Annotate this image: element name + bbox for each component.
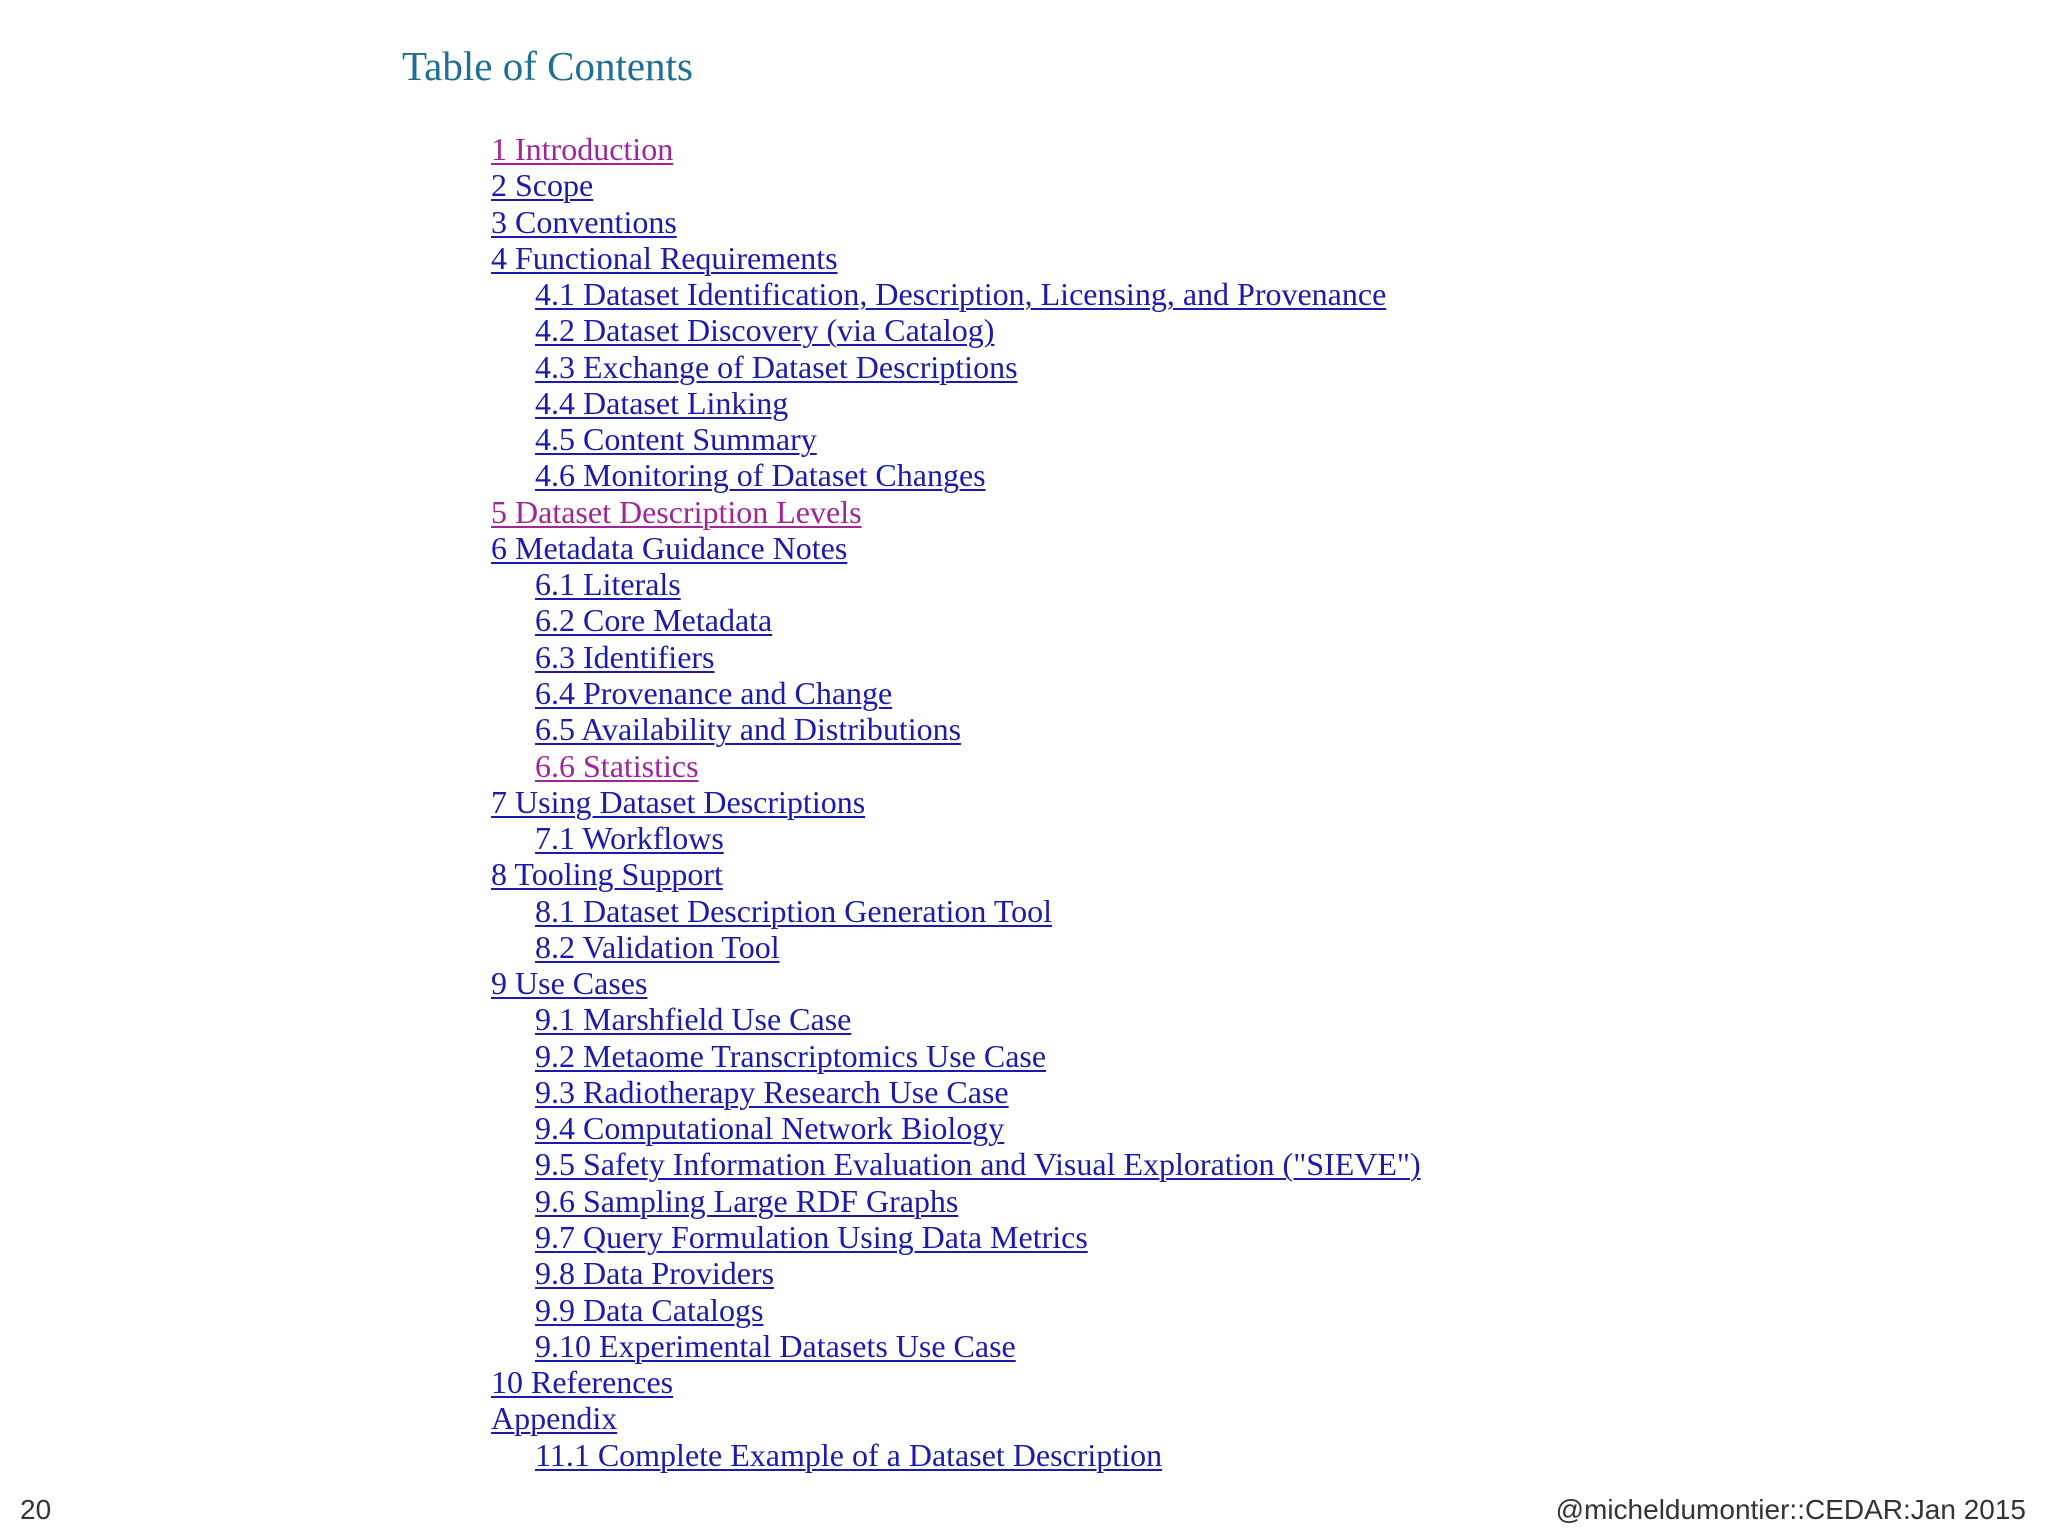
toc-title: Table of Contents [402,43,693,89]
toc-item [491,167,1421,203]
toc-link[interactable]: 7.1 Workflows [535,820,724,857]
toc-item [491,421,1421,457]
toc-item [491,1074,1421,1110]
toc-item [491,965,1421,1001]
toc-link[interactable]: 9.9 Data Catalogs [535,1291,764,1328]
toc-item [491,240,1421,276]
toc-item [491,1400,1421,1436]
toc-link[interactable]: 2 Scope [491,167,594,204]
toc-link[interactable]: 4.6 Monitoring of Dataset Changes [535,457,986,494]
toc-item [491,784,1421,820]
toc-item [491,530,1421,566]
slide-number: 20 [20,1494,52,1525]
toc-item [491,312,1421,348]
toc-item [491,1038,1421,1074]
toc-link[interactable]: 7 Using Dataset Descriptions [491,783,866,820]
toc-item [491,820,1421,856]
toc-link[interactable]: 6.6 Statistics [535,747,699,784]
toc-item [491,566,1421,602]
toc-item [491,1219,1421,1255]
toc-link[interactable]: 8.2 Validation Tool [535,928,780,965]
toc-link[interactable]: 4.3 Exchange of Dataset Descriptions [535,348,1018,385]
toc-item [491,1255,1421,1291]
toc-item [491,1292,1421,1328]
toc-link[interactable]: 6.3 Identifiers [535,638,715,675]
toc-item [491,602,1421,638]
toc-link[interactable]: Appendix [491,1400,618,1437]
toc-item [491,1364,1421,1400]
toc-link[interactable]: 4 Functional Requirements [491,239,838,276]
toc-item [491,494,1421,530]
toc-list [491,131,1421,1473]
toc-link[interactable]: 9.7 Query Formulation Using Data Metrics [535,1218,1088,1255]
toc-link[interactable]: 6.2 Core Metadata [535,602,773,639]
toc-link[interactable]: 4.1 Dataset Identification, Description, Licensing, and Provenance [535,276,1387,313]
toc-link[interactable]: 6.1 Literals [535,566,681,603]
toc-item [491,748,1421,784]
toc-item [491,385,1421,421]
footer-credit: @micheldumontier::CEDAR:Jan 2015 [1555,1494,2026,1525]
toc-link[interactable]: 3 Conventions [491,203,677,240]
toc-link[interactable]: 9.1 Marshfield Use Case [535,1001,852,1038]
toc-item [491,1437,1421,1473]
toc-link[interactable]: 9 Use Cases [491,965,648,1002]
toc-link[interactable]: 11.1 Complete Example of a Dataset Description [535,1436,1163,1473]
toc-item [491,204,1421,240]
toc-item [491,1183,1421,1219]
toc-item [491,1328,1421,1364]
toc-link[interactable]: 9.5 Safety Information Evaluation and Visual Exploration ("SIEVE") [535,1146,1421,1183]
toc-link[interactable]: 9.6 Sampling Large RDF Graphs [535,1182,959,1219]
toc-link[interactable]: 4.4 Dataset Linking [535,384,789,421]
toc-link[interactable]: 9.3 Radiotherapy Research Use Case [535,1073,1009,1110]
toc-link[interactable]: 1 Introduction [491,131,674,167]
toc-link[interactable]: 5 Dataset Description Levels [491,493,862,530]
toc-item [491,711,1421,747]
toc-item [491,639,1421,675]
toc-item [491,929,1421,965]
toc-link[interactable]: 8 Tooling Support [491,856,723,893]
toc-link[interactable]: 6.4 Provenance and Change [535,674,893,711]
toc-item [491,893,1421,929]
toc-item [491,675,1421,711]
toc-item [491,1110,1421,1146]
toc-link[interactable]: 9.10 Experimental Datasets Use Case [535,1327,1016,1364]
toc-link[interactable]: 9.8 Data Providers [535,1255,775,1292]
toc-link[interactable]: 4.5 Content Summary [535,421,817,458]
toc-link[interactable]: 9.2 Metaome Transcriptomics Use Case [535,1037,1047,1074]
toc-item [491,856,1421,892]
toc-item [491,131,1421,167]
toc-item [491,1146,1421,1182]
toc-link[interactable]: 10 References [491,1364,674,1401]
toc-link[interactable]: 8.1 Dataset Description Generation Tool [535,892,1053,929]
toc-link[interactable]: 9.4 Computational Network Biology [535,1110,1005,1147]
toc-link[interactable]: 6 Metadata Guidance Notes [491,529,848,566]
toc-link[interactable]: 6.5 Availability and Distributions [535,711,962,748]
toc-item [491,349,1421,385]
toc-item [491,1001,1421,1037]
toc-link[interactable]: 4.2 Dataset Discovery (via Catalog) [535,312,995,349]
toc-item [491,276,1421,312]
toc-item [491,457,1421,493]
